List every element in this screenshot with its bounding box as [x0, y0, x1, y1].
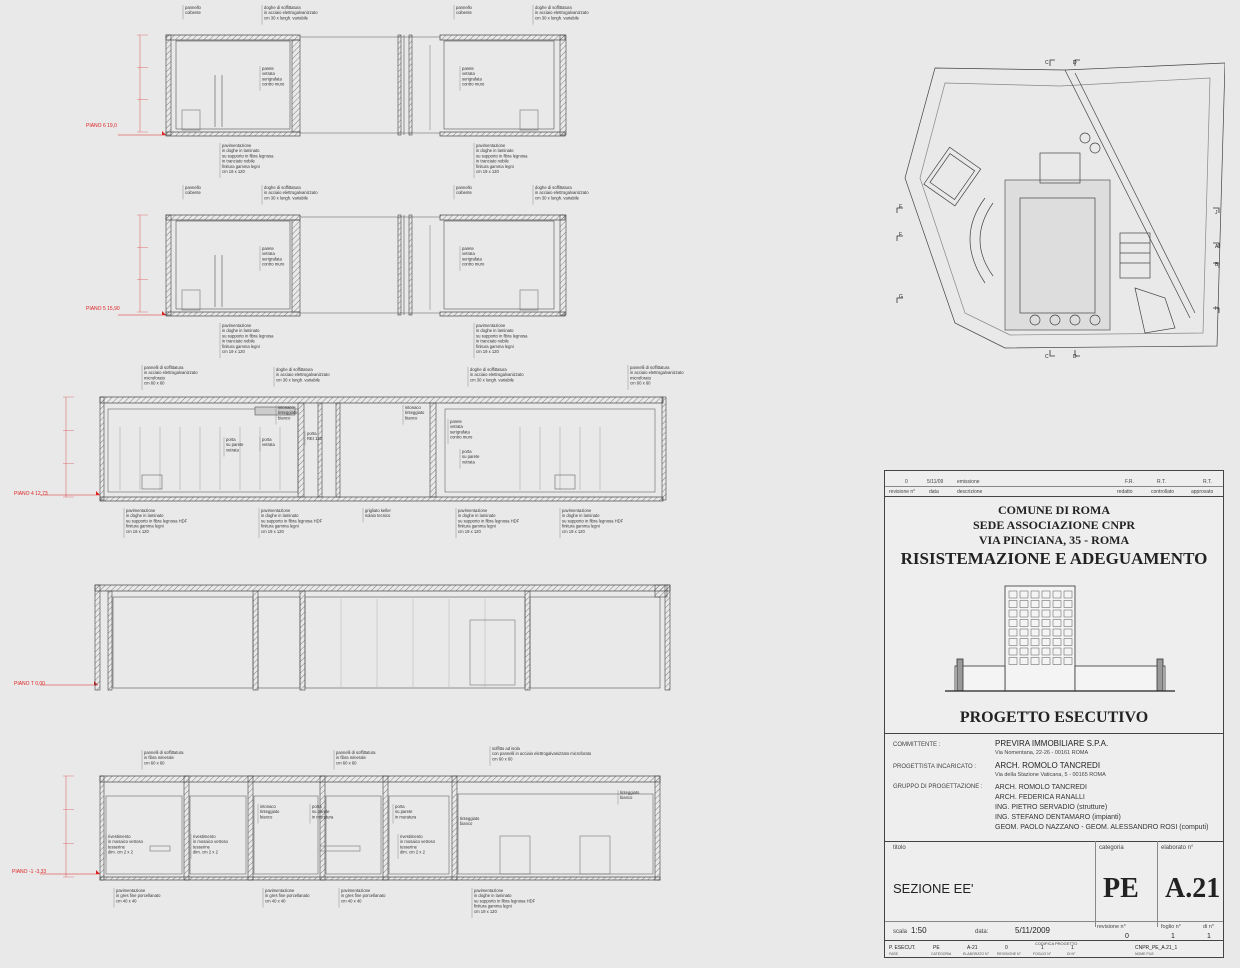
title-block — [884, 470, 1224, 958]
annotation-text: pavimentazione — [474, 888, 504, 893]
compass-label: D — [1073, 60, 1077, 66]
annotation-text: in acciaio elettrogalvanizzato — [535, 10, 589, 16]
annotation-text: vetrata — [262, 71, 275, 77]
rev-header: revisione n° — [889, 489, 916, 495]
annotation-text: cm 19 x 120 — [562, 528, 585, 534]
annotation-text: pannello — [456, 185, 472, 190]
annotation-text: su parete — [462, 454, 480, 460]
annotation-text: bianco — [460, 821, 473, 827]
annotation-text: su supporto in fibra legnosa HDF — [261, 518, 323, 524]
rev-header: approvato — [1191, 489, 1214, 495]
annotation-text: parete — [450, 419, 462, 424]
annotation-text: in doghe in laminato — [458, 513, 496, 519]
annotation-text: tesserine — [193, 844, 210, 850]
rev-redatto-initials: F.R. — [1125, 479, 1134, 485]
rev-header: data — [929, 489, 939, 495]
code-fase: P. ESECUT. — [889, 945, 916, 951]
code-di: 1 — [1071, 945, 1074, 951]
annotation-text: in fibra minerale — [336, 755, 366, 761]
compass-label: D — [1073, 354, 1077, 358]
annotation-text: cm 30 x lungh. variabile — [470, 377, 514, 383]
categoria-label: categoria — [1099, 845, 1124, 851]
rev-header: descrizione — [957, 489, 983, 495]
gruppo-member: ARCH. ROMOLO TANCREDI — [995, 784, 1087, 791]
annotation-text: in gres fine porcellanato — [341, 893, 386, 899]
annotation-text: finitura gamma legni — [222, 163, 260, 169]
annotation-text: in fibra minerale — [144, 755, 174, 761]
annotation-text: dim. cm 2 x 2 — [400, 849, 425, 855]
revisione-value: 0 — [1125, 933, 1129, 940]
annotation-text: parete — [462, 66, 474, 71]
scala-label: scala — [893, 929, 908, 935]
annotation-text: in doghe in laminato — [261, 513, 299, 519]
annotation-text: in acciaio elettrogalvanizzato — [144, 370, 198, 376]
annotation-text: pavimentazione — [476, 143, 506, 148]
annotation-text: rivestimento — [193, 834, 216, 839]
gruppo-member: ING. STEFANO DENTAMARO (impianti) — [995, 814, 1121, 821]
committente-address: Via Nomentana, 22-26 - 00161 ROMA — [995, 750, 1089, 756]
compass-label: G — [899, 294, 903, 300]
annotation-text: contro muro — [450, 434, 473, 440]
rev-controllato-initials: R.T. — [1157, 479, 1166, 485]
code-foglio: 1 — [1041, 945, 1044, 951]
annotation-text: bianco — [620, 795, 633, 801]
rev-number: 0 — [905, 479, 908, 485]
annotation-text: in acciaio elettrogalvanizzato — [264, 10, 318, 16]
annotation-text: in mosaico vetroso — [400, 839, 435, 845]
annotation-text: contro muro — [462, 81, 485, 87]
compass-label: C — [1045, 60, 1049, 66]
foglio-value: 1 — [1171, 933, 1175, 940]
annotation-text: pannello — [185, 5, 201, 10]
annotation-text: porta — [462, 449, 472, 454]
annotation-text: pannelli di soffittatura — [336, 750, 376, 755]
annotation-text: REI 120 — [307, 436, 323, 442]
annotation-text: vetrata — [262, 442, 275, 448]
annotation-text: finitura gamma legni — [474, 903, 512, 909]
code-cap: REVISIONE N° — [997, 952, 1021, 956]
foglio-label: foglio n° — [1161, 924, 1181, 930]
annotation-text: vetrata — [262, 251, 275, 257]
annotation-text: cm 60 x 60 — [336, 760, 357, 766]
annotation-text: in acciaio elettrogalvanizzato — [535, 190, 589, 196]
annotation-text: porta — [307, 431, 317, 436]
code-cap: NOME FILE — [1135, 952, 1154, 956]
annotation-text: in acciaio elettrogalvanizzato — [276, 372, 330, 378]
rev-approvato-initials: R.T. — [1203, 479, 1212, 485]
data-label: data: — [975, 929, 989, 935]
annotation-text: cm 60 x 60 — [144, 380, 165, 386]
annotation-text: doghe di soffittatura — [264, 5, 301, 10]
annotation-text: cm 19 x 120 — [222, 349, 245, 354]
annotation-text: coibente — [185, 10, 201, 16]
annotation-text: intonaco — [278, 405, 294, 410]
level-marker: PIANO 5 15,90 — [86, 306, 120, 312]
annotation-text: pavimentazione — [222, 323, 252, 328]
annotation-text: coibente — [185, 190, 201, 196]
annotation-text: in acciaio elettrogalvanizzato — [630, 370, 684, 376]
annotation-text: pavimentazione — [562, 508, 592, 513]
annotation-text: vetrata — [462, 71, 475, 77]
annotation-text: pannelli di soffittatura — [144, 365, 184, 370]
scala-value: 1:50 — [911, 926, 927, 935]
annotation-text: in gres fine porcellanato — [116, 893, 161, 899]
compass-label: B — [1215, 262, 1219, 268]
annotation-text: contro muro — [262, 261, 285, 267]
building-elevation-icon — [945, 581, 1175, 701]
annotation-text: doghe di soffittatura — [264, 185, 301, 190]
annotation-text: finitura gamma legni — [222, 343, 260, 349]
annotation-text: in acciaio elettrogalvanizzato — [470, 372, 524, 378]
compass-label: J — [1215, 210, 1218, 216]
annotation-text: su supporto in fibra legnosa HDF — [474, 898, 536, 904]
level-marker: PIANO 4 12,73 — [14, 491, 48, 497]
annotation-text: contro muro — [262, 81, 285, 87]
annotation-text: su supporto in fibra legnosa — [222, 333, 274, 339]
annotation-text: cm 30 x lungh. variabile — [264, 195, 308, 201]
annotation-text: pavimentazione — [222, 143, 252, 148]
annotation-text: su supporto in fibra legnosa — [222, 153, 274, 159]
annotation-text: microforato — [144, 375, 165, 381]
annotation-text: su supporto in fibra legnosa HDF — [458, 518, 520, 524]
code-filename: CNPR_PE_A.21_1 — [1135, 945, 1178, 951]
gruppo-member: ARCH. FEDERICA RANALLI — [995, 794, 1085, 801]
code-categoria: PE — [933, 945, 940, 951]
annotation-text: in doghe in laminato — [222, 328, 260, 334]
annotation-text: su parete — [395, 809, 413, 815]
annotation-text: soffitto ad isola — [492, 746, 520, 751]
annotation-text: in muratura — [312, 814, 334, 820]
annotation-text: serigrafata — [262, 76, 282, 82]
code-cap: FASE — [889, 952, 898, 956]
rev-header: redatto — [1117, 489, 1133, 495]
annotation-text: dim. cm 2 x 2 — [108, 849, 133, 855]
annotation-text: intonaco — [405, 405, 421, 410]
annotation-text: pavimentazione — [126, 508, 156, 513]
annotation-text: dim. cm 2 x 2 — [193, 849, 218, 855]
annotation-text: cm 30 x lungh. variabile — [535, 195, 579, 201]
annotation-text: in doghe in laminato — [476, 328, 514, 334]
annotation-text: tinteggiato — [405, 410, 425, 416]
annotation-text: tinteggiato — [260, 809, 280, 815]
sheet-number: A.21 — [1165, 873, 1221, 904]
annotation-text: pannelli di soffittatura — [144, 750, 184, 755]
annotation-text: in doghe in laminato — [222, 148, 260, 154]
annotation-text: rivestimento — [108, 834, 131, 839]
annotation-text: su supporto in fibra legnosa — [476, 333, 528, 339]
annotation-text: cm 60 x 60 — [630, 380, 651, 386]
annotation-text: in gres fine porcellanato — [265, 893, 310, 899]
annotation-text: cm 19 x 120 — [261, 528, 284, 534]
code-cap: DI N° — [1067, 952, 1076, 956]
project-title: RISISTEMAZIONE E ADEGUAMENTO — [900, 549, 1208, 568]
annotation-text: serigrafata — [462, 256, 482, 262]
header-line-3: VIA PINCIANA, 35 - ROMA — [978, 533, 1130, 547]
annotation-text: in tranciato nobile — [222, 338, 255, 344]
annotation-text: parete — [462, 246, 474, 251]
annotation-text: cm 30 x lungh. variabile — [535, 15, 579, 21]
di-value: 1 — [1207, 933, 1211, 940]
annotation-text: bianco — [278, 415, 291, 421]
compass-label: H — [1215, 306, 1219, 312]
code-elaborato: A-21 — [967, 945, 978, 951]
annotation-text: finitura gamma legni — [476, 163, 514, 169]
annotation-text: in doghe in laminato — [126, 513, 164, 519]
rev-header: controllato — [1151, 489, 1175, 495]
annotation-text: doghe di soffittatura — [470, 367, 507, 372]
annotation-text: tinteggiato — [620, 790, 640, 795]
annotation-text: in tranciato nobile — [476, 158, 509, 164]
annotation-text: pannelli di soffittatura — [630, 365, 670, 370]
annotation-text: contro muro — [462, 261, 485, 267]
phase-title: PROGETTO ESECUTIVO — [959, 709, 1149, 726]
annotation-text: in doghe in laminato — [476, 148, 514, 154]
di-label: di n° — [1203, 924, 1215, 930]
annotation-text: parete — [262, 66, 274, 71]
header-line-2: SEDE ASSOCIAZIONE CNPR — [972, 518, 1136, 532]
annotation-text: cm 19 x 120 — [476, 169, 499, 174]
gruppo-member: GEOM. PAOLO NAZZANO - GEOM. ALESSANDRO ROSI (computi) — [995, 824, 1209, 831]
committente-name: PREVIRA IMMOBILIARE S.P.A. — [995, 739, 1109, 748]
annotation-text: bianco — [405, 415, 418, 421]
gruppo-label: GRUPPO DI PROGETTAZIONE : — [893, 784, 983, 790]
annotation-text: cm 40 x 40 — [116, 898, 137, 904]
annotation-text: su supporto in fibra legnosa — [476, 153, 528, 159]
annotation-text: cm 19 x 120 — [458, 528, 481, 534]
annotation-text: pavimentazione — [341, 888, 371, 893]
annotation-text: intonaco — [260, 804, 276, 809]
level-marker: PIANO 6 19,0 — [86, 123, 117, 129]
compass-label: C — [1045, 354, 1049, 358]
annotation-text: pavimentazione — [265, 888, 295, 893]
data-value: 5/11/2009 — [1015, 926, 1050, 935]
annotation-text: finitura gamma legni — [126, 523, 164, 529]
compass-label: E — [899, 204, 903, 210]
rev-date: 5/11/09 — [927, 479, 944, 485]
code-cap: CATEGORIA — [931, 952, 952, 956]
annotation-text: cm 40 x 40 — [265, 898, 286, 904]
header-line-1: COMUNE DI ROMA — [998, 503, 1110, 517]
annotation-text: microforato — [630, 375, 651, 381]
annotation-text: cm 30 x lungh. variabile — [276, 377, 320, 383]
annotation-text: porta — [262, 437, 272, 442]
progettista-label: PROGETTISTA INCARICATO : — [893, 764, 977, 770]
annotation-text: tinteggiato — [460, 816, 480, 821]
committente-label: COMMITTENTE : — [893, 742, 941, 748]
level-marker: PIANO T 0,00 — [14, 681, 45, 687]
annotation-text: pannello — [456, 5, 472, 10]
annotation-text: pavimentazione — [458, 508, 488, 513]
code-revisione: 0 — [1005, 945, 1008, 951]
annotation-text: pavimentazione — [476, 323, 506, 328]
annotation-text: rivestimento — [400, 834, 423, 839]
annotation-text: doghe di soffittatura — [535, 185, 572, 190]
annotation-text: finitura gamma legni — [458, 523, 496, 529]
annotation-text: vetrata — [450, 424, 463, 430]
annotation-text: con pannelli in acciaio elettrogalvanizzato microforato — [492, 751, 592, 757]
code-cap: FOGLIO N° — [1033, 952, 1052, 956]
annotation-text: finitura gamma legni — [562, 523, 600, 529]
annotation-text: vetrata — [226, 447, 239, 453]
annotation-text: cm 30 x lungh. variabile — [264, 15, 308, 21]
annotation-text: parete — [262, 246, 274, 251]
annotation-text: cm 60 x 60 — [144, 760, 165, 766]
annotation-text: in muratura — [395, 814, 417, 820]
annotation-text: tinteggiato — [278, 410, 298, 416]
rev-desc: emissione — [957, 479, 980, 485]
annotation-text: porta — [395, 804, 405, 809]
annotation-text: vetrata — [462, 459, 475, 465]
titolo-label: titolo — [893, 845, 906, 851]
sheet-title: SEZIONE EE' — [893, 881, 974, 896]
annotation-text: pavimentazione — [116, 888, 146, 893]
annotation-text: vetrata — [462, 251, 475, 257]
annotation-text: tesserine — [108, 844, 125, 850]
annotation-text: cm 19 x 120 — [222, 169, 245, 174]
annotation-text: tesserine — [400, 844, 417, 850]
annotation-text: cm 19 x 120 — [474, 908, 497, 914]
annotation-text: finitura gamma legni — [261, 523, 299, 529]
compass-label: A' — [1215, 244, 1220, 250]
annotation-text: serigrafata — [262, 256, 282, 262]
annotation-text: porta — [226, 437, 236, 442]
annotation-text: pannello — [185, 185, 201, 190]
annotation-text: porta — [312, 804, 322, 809]
annotation-text: su parete — [226, 442, 244, 448]
elaborato-label: elaborato n° — [1161, 845, 1194, 851]
gruppo-member: ING. PIETRO SERVADIO (strutture) — [995, 804, 1108, 811]
code-cap: ELABORATO N° — [963, 952, 989, 956]
key-plan — [895, 58, 1225, 358]
annotation-text: pavimentazione — [261, 508, 291, 513]
annotation-text: in mosaico vetroso — [108, 839, 143, 845]
codifica-label: CODIFICA PROGETTO — [1035, 941, 1078, 946]
annotation-text: cm 60 x 60 — [492, 756, 513, 762]
annotation-text: in mosaico vetroso — [193, 839, 228, 845]
annotation-text: coibente — [456, 10, 472, 16]
annotation-text: coibente — [456, 190, 472, 196]
annotation-text: serigrafata — [462, 76, 482, 82]
progettista-address: Via della Stazione Vaticana, 5 - 00165 ROMA — [995, 772, 1106, 778]
annotation-text: cm 19 x 120 — [476, 349, 499, 354]
annotation-text: cm 40 x 40 — [341, 898, 362, 904]
annotation-text: bianco — [260, 814, 273, 820]
annotation-text: grigliato keller — [365, 508, 391, 513]
annotation-text: in tranciato nobile — [476, 338, 509, 344]
annotation-text: su supporto in fibra legnosa HDF — [126, 518, 188, 524]
annotation-text: in doghe in laminato — [562, 513, 600, 519]
revisione-label: revisione n° — [1097, 924, 1126, 930]
category-code: PE — [1103, 873, 1139, 904]
annotation-text: cm 19 x 120 — [126, 528, 149, 534]
annotation-text: in doghe in laminato — [474, 893, 512, 899]
annotation-text: su supporto in fibra legnosa HDF — [562, 518, 624, 524]
progettista-name: ARCH. ROMOLO TANCREDI — [995, 761, 1101, 770]
annotation-text: in tranciato nobile — [222, 158, 255, 164]
level-marker: PIANO -1 -3,33 — [12, 869, 47, 875]
annotation-text: doghe di soffittatura — [535, 5, 572, 10]
codifica-strip — [884, 940, 1224, 958]
annotation-text: su parete — [312, 809, 330, 815]
annotation-text: solaio tecnico — [365, 513, 391, 519]
annotation-text: doghe di soffittatura — [276, 367, 313, 372]
annotation-text: finitura gamma legni — [476, 343, 514, 349]
annotation-text: in acciaio elettrogalvanizzato — [264, 190, 318, 196]
annotation-text: serigrafata — [450, 429, 470, 435]
compass-label: F — [899, 232, 903, 238]
